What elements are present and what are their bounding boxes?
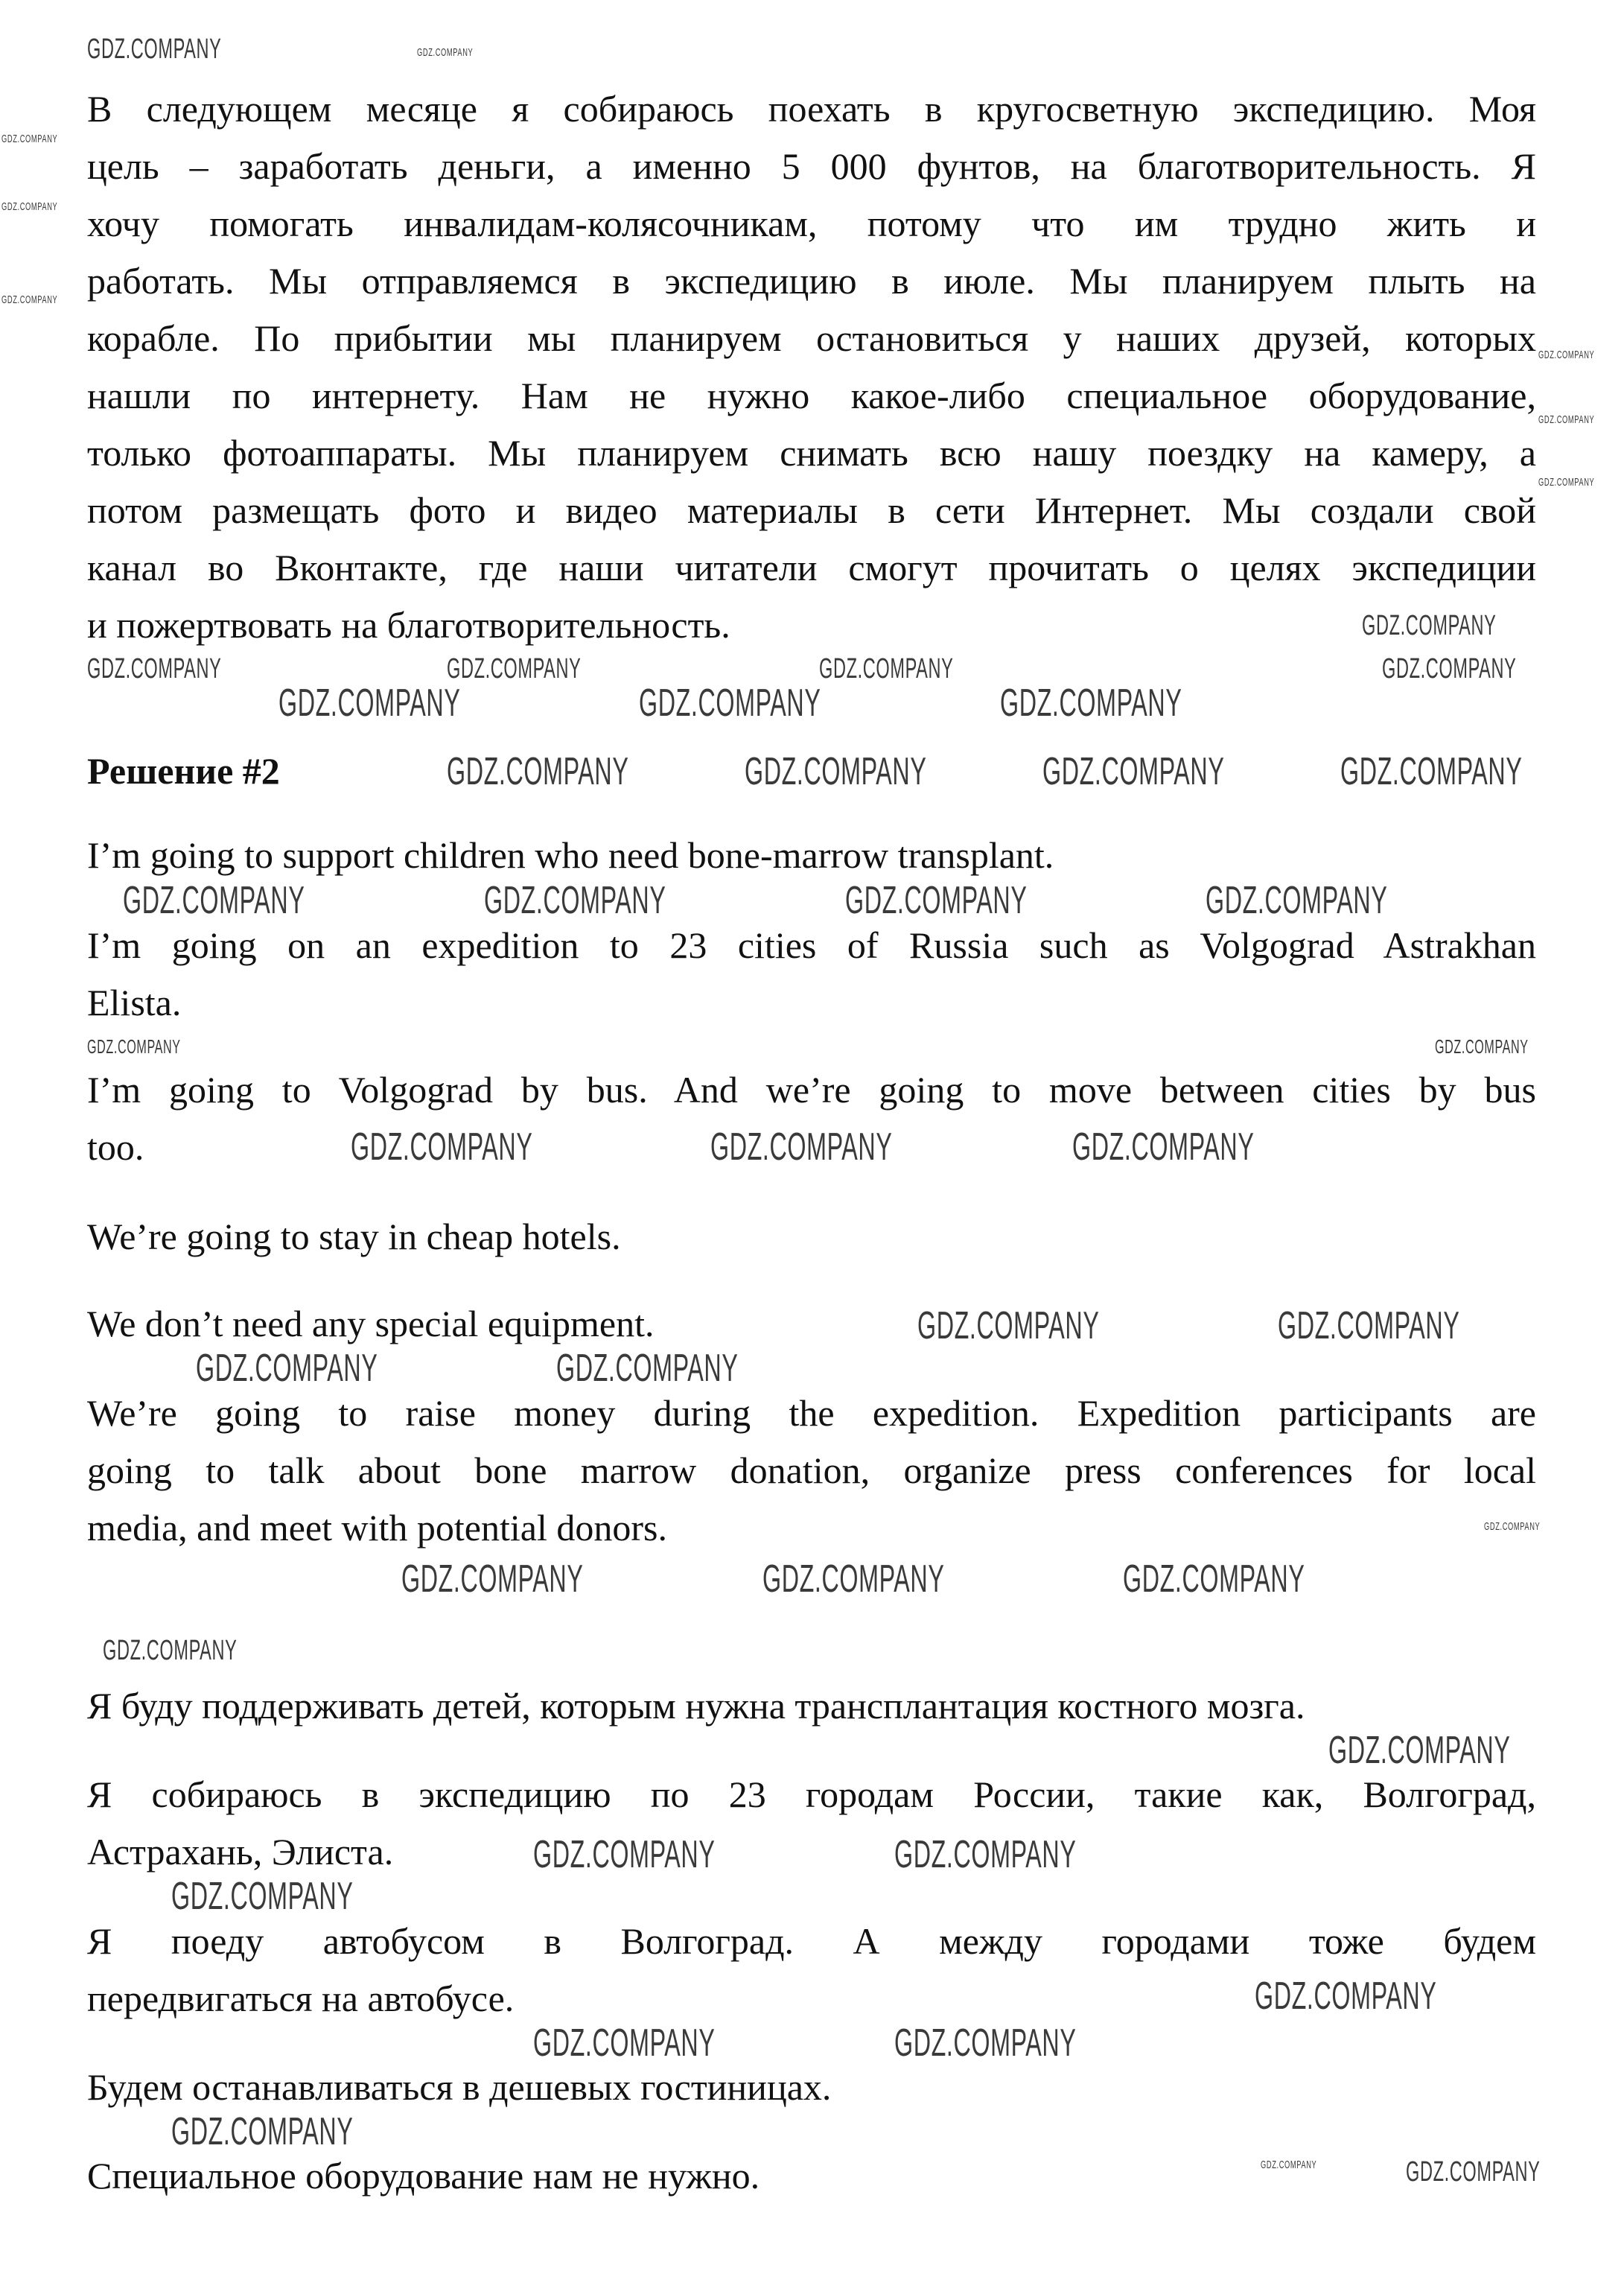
text-line: media, and meet with potential donors. xyxy=(87,1507,667,1549)
watermark: GDZ.COMPANY xyxy=(894,1833,1077,1876)
watermark: GDZ.COMPANY xyxy=(87,1035,181,1058)
watermark: GDZ.COMPANY xyxy=(447,653,582,685)
watermark: GDZ.COMPANY xyxy=(1484,1520,1541,1533)
text-line: Я собираюсь в экспедицию по 23 городам России, такие как, Волгоград, xyxy=(87,1773,1536,1815)
text-line: только фотоаппараты. Мы планируем снимать всю нашу поездку на камеру, а xyxy=(87,432,1536,474)
text-line: и пожертвовать на благотворительность. xyxy=(87,604,730,646)
text-line: I’m going on an expedition to 23 cities of Russia such as Volgograd Astrakhan xyxy=(87,924,1536,966)
text-line: цель – заработать деньги, а именно 5 000 фунтов, на благотворительность. Я xyxy=(87,145,1536,187)
watermark: GDZ.COMPANY xyxy=(87,653,222,685)
watermark: GDZ.COMPANY xyxy=(1435,1035,1529,1058)
text-line: Elista. xyxy=(87,982,182,1023)
text-line: Астрахань, Элиста. xyxy=(87,1831,394,1873)
watermark: GDZ.COMPANY xyxy=(1,293,58,306)
watermark: GDZ.COMPANY xyxy=(1382,653,1517,685)
watermark: GDZ.COMPANY xyxy=(103,1635,238,1666)
watermark: GDZ.COMPANY xyxy=(1206,879,1388,922)
watermark: GDZ.COMPANY xyxy=(1042,750,1225,793)
text-line: потом размещать фото и видео материалы в сети Интернет. Мы создали свой xyxy=(87,489,1536,531)
watermark: GDZ.COMPANY xyxy=(762,1557,945,1601)
text-line: В следующем месяце я собираюсь поехать в кругосветную экспедицию. Моя xyxy=(87,88,1536,130)
watermark: GDZ.COMPANY xyxy=(1,200,58,213)
text-line: Я буду поддерживать детей, которым нужна трансплантация костного мозга. xyxy=(87,1685,1305,1727)
watermark: GDZ.COMPANY xyxy=(196,1347,378,1390)
text-line: We’re going to stay in cheap hotels. xyxy=(87,1216,621,1257)
text-line: We don’t need any special equipment. xyxy=(87,1303,655,1344)
watermark: GDZ.COMPANY xyxy=(894,2021,1077,2065)
watermark: GDZ.COMPANY xyxy=(1406,2156,1541,2188)
watermark: GDZ.COMPANY xyxy=(1362,610,1497,641)
watermark: GDZ.COMPANY xyxy=(1538,349,1595,361)
watermark: GDZ.COMPANY xyxy=(123,879,305,922)
watermark: GDZ.COMPANY xyxy=(533,1833,716,1876)
text-line: работать. Мы отправляемся в экспедицию в июле. Мы планируем плыть на xyxy=(87,260,1536,302)
watermark: GDZ.COMPANY xyxy=(447,750,629,793)
watermark: GDZ.COMPANY xyxy=(171,1875,354,1918)
text-line: going to talk about bone marrow donation, organize press conferences for local xyxy=(87,1449,1536,1491)
text-line: канал во Вконтакте, где наши читатели смогут прочитать о целях экспедиции xyxy=(87,547,1536,588)
watermark: GDZ.COMPANY xyxy=(710,1125,893,1169)
text-line: I’m going to support children who need bone-marrow transplant. xyxy=(87,834,1054,876)
watermark: GDZ.COMPANY xyxy=(1255,1975,1437,2018)
watermark: GDZ.COMPANY xyxy=(1072,1125,1255,1169)
text-line: корабле. По прибытии мы планируем остановиться у наших друзей, которых xyxy=(87,317,1536,359)
watermark: GDZ.COMPANY xyxy=(278,682,461,725)
watermark: GDZ.COMPANY xyxy=(171,2110,354,2153)
watermark: GDZ.COMPANY xyxy=(1261,2159,1317,2171)
watermark: GDZ.COMPANY xyxy=(819,653,954,685)
watermark: GDZ.COMPANY xyxy=(639,682,821,725)
text-line: нашли по интернету. Нам не нужно какое-либо специальное оборудование, xyxy=(87,375,1536,416)
text-line: Я поеду автобусом в Волгоград. А между городами тоже будем xyxy=(87,1920,1536,1962)
watermark: GDZ.COMPANY xyxy=(1328,1729,1511,1772)
watermark: GDZ.COMPANY xyxy=(533,2021,716,2065)
watermark: GDZ.COMPANY xyxy=(745,750,927,793)
watermark: GDZ.COMPANY xyxy=(1,133,58,145)
watermark: GDZ.COMPANY xyxy=(1123,1557,1305,1601)
watermark: GDZ.COMPANY xyxy=(401,1557,584,1601)
text-line: передвигаться на автобусе. xyxy=(87,1978,515,2019)
watermark: GDZ.COMPANY xyxy=(1000,682,1182,725)
text-line: I’m going to Volgograd by bus. And we’re going to move between cities by bus xyxy=(87,1069,1536,1111)
text-line: хочу помогать инвалидам-колясочникам, потому что им трудно жить и xyxy=(87,203,1536,244)
text-line: Специальное оборудование нам не нужно. xyxy=(87,2155,760,2197)
watermark: GDZ.COMPANY xyxy=(917,1304,1100,1347)
watermark: GDZ.COMPANY xyxy=(556,1347,739,1390)
watermark: GDZ.COMPANY xyxy=(1538,476,1595,489)
watermark: GDZ.COMPANY xyxy=(351,1125,533,1169)
watermark: GDZ.COMPANY xyxy=(845,879,1028,922)
watermark: GDZ.COMPANY xyxy=(1538,413,1595,426)
watermark: GDZ.COMPANY xyxy=(417,46,474,59)
solution-heading: Решение #2 xyxy=(87,750,280,792)
watermark: GDZ.COMPANY xyxy=(1278,1304,1460,1347)
text-line: Будем останавливаться в дешевых гостиницах. xyxy=(87,2066,832,2108)
watermark: GDZ.COMPANY xyxy=(484,879,666,922)
text-line: too. xyxy=(87,1126,144,1168)
text-line: We’re going to raise money during the expedition. Expedition participants are xyxy=(87,1392,1536,1434)
watermark: GDZ.COMPANY xyxy=(87,34,222,65)
watermark: GDZ.COMPANY xyxy=(1340,750,1523,793)
